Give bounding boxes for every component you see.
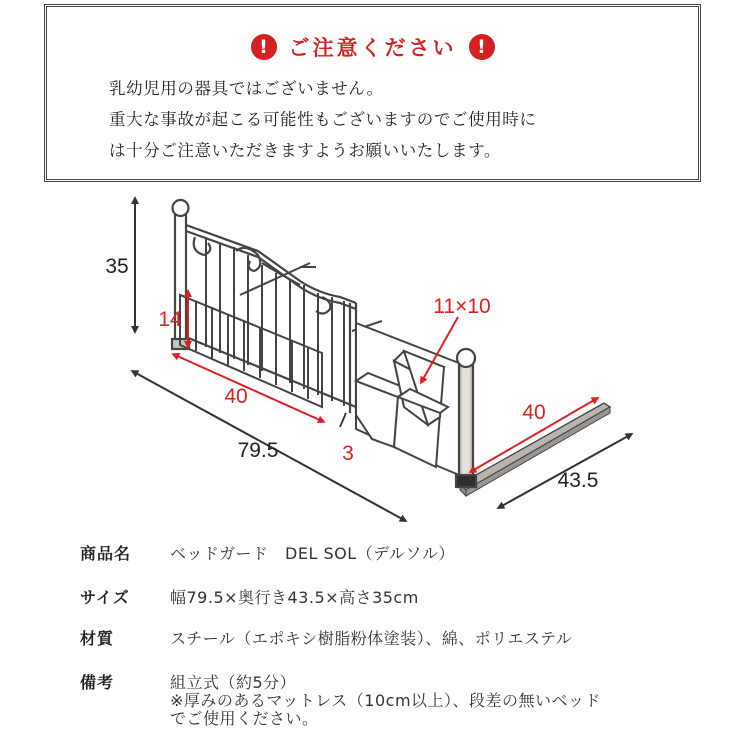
- exclamation-icon: !: [251, 34, 277, 60]
- spec-value-line: ベッドガード DEL SOL（デルソル）: [170, 544, 455, 563]
- right-post: [456, 349, 476, 487]
- product-diagram: [0, 185, 750, 530]
- height-label: 35: [105, 255, 129, 278]
- spec-value: [170, 589, 419, 607]
- width-label: 79.5: [237, 439, 279, 462]
- spec-value: [170, 630, 572, 648]
- rack-height-label: 14: [158, 308, 182, 331]
- spec-label: 備考: [80, 673, 115, 692]
- notice-line: 乳幼児用の器具ではございません。: [109, 79, 384, 98]
- notice-box: [44, 4, 701, 182]
- notice-title: ご注意ください: [288, 36, 457, 60]
- exclamation-icon: !: [469, 34, 495, 60]
- depth-label: 43.5: [557, 469, 599, 492]
- spec-value: [170, 545, 455, 563]
- rack-depth-label: 3: [342, 442, 354, 465]
- spec-value: [170, 674, 601, 728]
- spec-value-line: 幅79.5×奥行き43.5×高さ35cm: [170, 588, 419, 607]
- base-length-label: 40: [522, 401, 546, 424]
- spec-value-line: 組立式（約5分）: [170, 673, 297, 692]
- notice-line: 重大な事故が起こる可能性もございますのでご使用時に: [109, 110, 537, 129]
- spec-label: 材質: [80, 629, 115, 648]
- rack-width-label: 40: [224, 385, 248, 408]
- notice-title-row: [47, 31, 698, 63]
- notice-line: は十分ご注意いただきますようお願いいたします。: [109, 141, 501, 160]
- pocket-size-label: 11×10: [433, 295, 491, 318]
- spec-value-line: でご使用ください。: [170, 709, 319, 728]
- spec-label: サイズ: [80, 588, 130, 607]
- spec-value-line: ※厚みのあるマットレス（10cm以上）、段差の無いベッド: [170, 691, 602, 710]
- notice-text: [109, 73, 537, 166]
- spec-value-line: スチール（エポキシ樹脂粉体塗装）、綿、ポリエステル: [170, 629, 573, 648]
- pocket-organizer: [356, 323, 464, 477]
- spec-label: 商品名: [80, 544, 132, 563]
- rack-depth-dimension-line: [340, 413, 346, 427]
